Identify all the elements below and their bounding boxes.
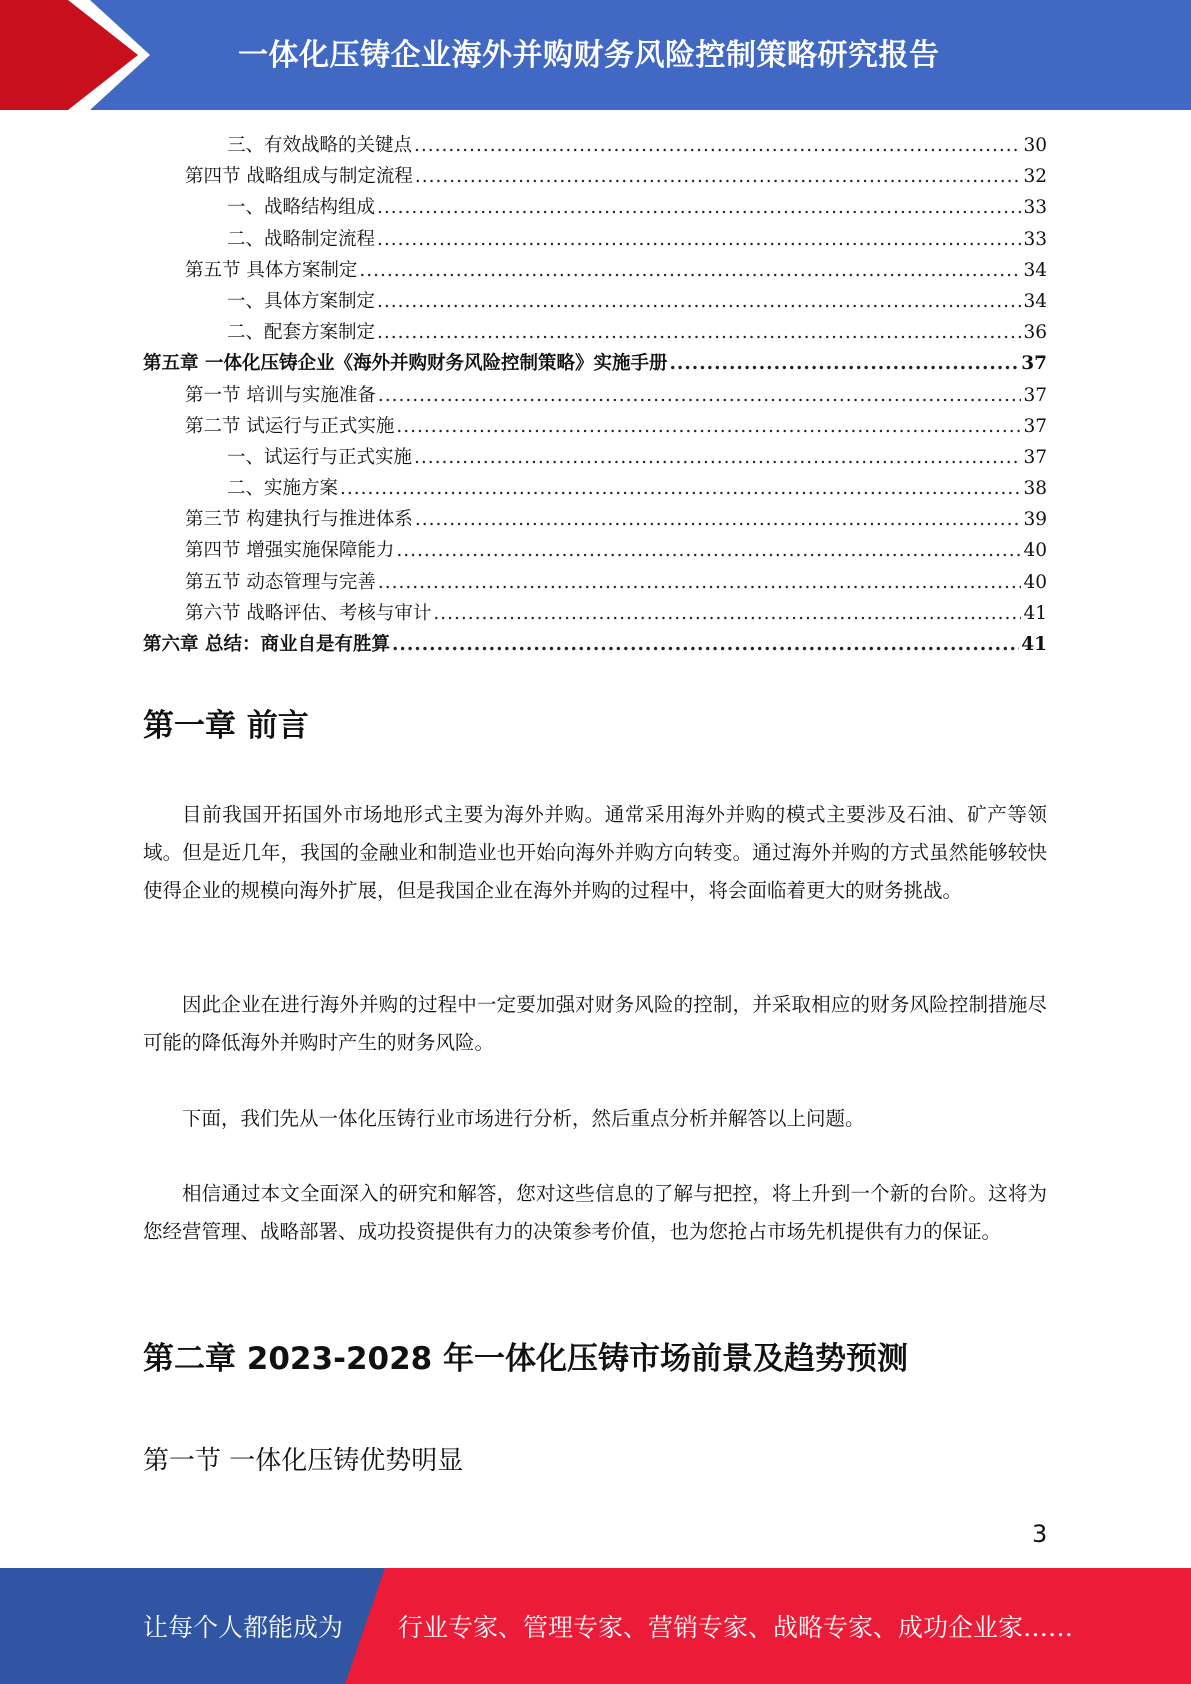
- toc-entry-title: 第六节 战略评估、考核与审计: [185, 602, 432, 624]
- toc-entry[interactable]: [143, 535, 1047, 566]
- toc-dot-leader: [359, 255, 1021, 286]
- toc-entry-title: 第六章 总结：商业自是有胜算: [143, 634, 390, 655]
- toc-entry-page: 37: [1021, 353, 1047, 375]
- toc-dot-leader: [377, 317, 1021, 348]
- chapter-1-heading: 第一章 前言: [143, 708, 309, 744]
- toc-entry-title: 一、试运行与正式实施: [227, 446, 413, 468]
- report-title: 一体化压铸企业海外并购财务风险控制策略研究报告: [238, 38, 940, 73]
- toc-entry-page: 34: [1023, 259, 1047, 281]
- toc-entry[interactable]: [143, 130, 1047, 161]
- toc-dot-leader: [414, 442, 1021, 473]
- toc-entry-page: 30: [1023, 135, 1047, 156]
- toc-dot-leader: [378, 567, 1022, 598]
- toc-entry-title: 一、具体方案制定: [227, 290, 376, 312]
- toc-entry-page: 41: [1023, 602, 1047, 624]
- toc-entry[interactable]: [143, 286, 1047, 317]
- toc-entry-page: 37: [1023, 384, 1047, 406]
- toc-dot-leader: [433, 598, 1021, 629]
- toc-entry-title: 二、战略制定流程: [227, 228, 376, 250]
- toc-entry-title: 第三节 构建执行与推进体系: [185, 509, 413, 531]
- toc-dot-leader: [396, 535, 1021, 566]
- chapter-1-paragraph-3: 下面，我们先从一体化压铸行业市场进行分析，然后重点分析并解答以上问题。: [182, 1107, 865, 1130]
- chapter-1-paragraph-1: 目前我国开拓国外市场地形式主要为海外并购。通常采用海外并购的模式主要涉及石油、矿产等领域。但是近几年，我国的金融业和制造业也开始向海外并购方向转变。通过海外并购的方式虽然能够较快使得企业的规模向海外扩展，但是我国企业在海外并购的过程中，将会面临着更大的财务挑战。: [143, 803, 1047, 902]
- footer-slogan-left: 让每个人都能成为: [143, 1613, 344, 1642]
- toc-dot-leader: [415, 504, 1022, 535]
- toc-entry[interactable]: [143, 224, 1047, 255]
- section-1-heading: 第一节 一体化压铸优势明显: [143, 1446, 464, 1476]
- toc-entry-title: 第二节 试运行与正式实施: [185, 415, 395, 437]
- toc-dot-leader: [396, 411, 1021, 442]
- toc-entry[interactable]: [143, 567, 1047, 598]
- toc-entry[interactable]: [143, 255, 1047, 286]
- toc-entry-page: 41: [1021, 634, 1047, 655]
- toc-entry-page: 36: [1023, 322, 1047, 344]
- toc-dot-leader: [378, 380, 1022, 411]
- toc-entry-title: 第四节 增强实施保障能力: [185, 540, 395, 562]
- footer-slogan-right: 行业专家、管理专家、营销专家、战略专家、成功企业家……: [398, 1613, 1074, 1642]
- toc-entry-title: 二、实施方案: [227, 478, 339, 500]
- toc-entry-title: 二、配套方案制定: [227, 322, 376, 344]
- toc-entry-page: 40: [1023, 540, 1047, 562]
- toc-dot-leader: [377, 224, 1021, 255]
- toc-entry[interactable]: [143, 348, 1047, 379]
- toc-entry[interactable]: [143, 317, 1047, 348]
- chapter-2-heading: 第二章 2023-2028 年一体化压铸市场前景及趋势预测: [143, 1341, 909, 1377]
- toc-entry[interactable]: [143, 629, 1047, 660]
- toc-entry-page: 37: [1023, 446, 1047, 468]
- toc-entry-title: 第一节 培训与实施准备: [185, 384, 376, 406]
- toc-entry-title: 第四节 战略组成与制定流程: [185, 166, 413, 188]
- toc-entry-page: 40: [1023, 571, 1047, 593]
- toc-entry[interactable]: [143, 442, 1047, 473]
- toc-entry-title: 三、有效战略的关键点: [227, 135, 413, 156]
- toc-entry[interactable]: [143, 411, 1047, 442]
- toc-dot-leader: [340, 473, 1021, 504]
- page-footer: [0, 1568, 1191, 1684]
- toc-dot-leader: [392, 629, 1019, 660]
- chapter-1-paragraph-4: 相信通过本文全面深入的研究和解答，您对这些信息的了解与把控，将上升到一个新的台阶。这将为您经营管理、战略部署、成功投资提供有力的决策参考价值，也为您抢占市场先机提供有力的保证。: [143, 1182, 1047, 1243]
- toc-entry[interactable]: [143, 504, 1047, 535]
- toc-entry-page: 32: [1023, 166, 1047, 188]
- toc-entry[interactable]: [143, 473, 1047, 504]
- table-of-contents: [143, 130, 1047, 660]
- toc-entry-title: 一、战略结构组成: [227, 197, 376, 219]
- page-number: 3: [1032, 1520, 1048, 1548]
- toc-dot-leader: [669, 348, 1019, 379]
- toc-dot-leader: [377, 192, 1021, 223]
- toc-entry-page: 37: [1023, 415, 1047, 437]
- toc-entry-title: 第五章 一体化压铸企业《海外并购财务风险控制策略》实施手册: [143, 353, 668, 375]
- toc-dot-leader: [414, 130, 1021, 161]
- toc-entry-page: 38: [1023, 478, 1047, 500]
- toc-dot-leader: [415, 161, 1022, 192]
- page-header: [0, 0, 1191, 110]
- toc-entry-page: 39: [1023, 509, 1047, 531]
- toc-entry[interactable]: [143, 161, 1047, 192]
- toc-entry-page: 33: [1023, 228, 1047, 250]
- toc-entry[interactable]: [143, 598, 1047, 629]
- toc-dot-leader: [377, 286, 1021, 317]
- toc-entry-page: 33: [1023, 197, 1047, 219]
- toc-entry-title: 第五节 具体方案制定: [185, 259, 358, 281]
- toc-entry[interactable]: [143, 380, 1047, 411]
- chapter-1-paragraph-2: 因此企业在进行海外并购的过程中一定要加强对财务风险的控制，并采取相应的财务风险控制措施尽可能的降低海外并购时产生的财务风险。: [143, 993, 1047, 1054]
- toc-entry-title: 第五节 动态管理与完善: [185, 571, 376, 593]
- toc-entry[interactable]: [143, 192, 1047, 223]
- toc-entry-page: 34: [1023, 290, 1047, 312]
